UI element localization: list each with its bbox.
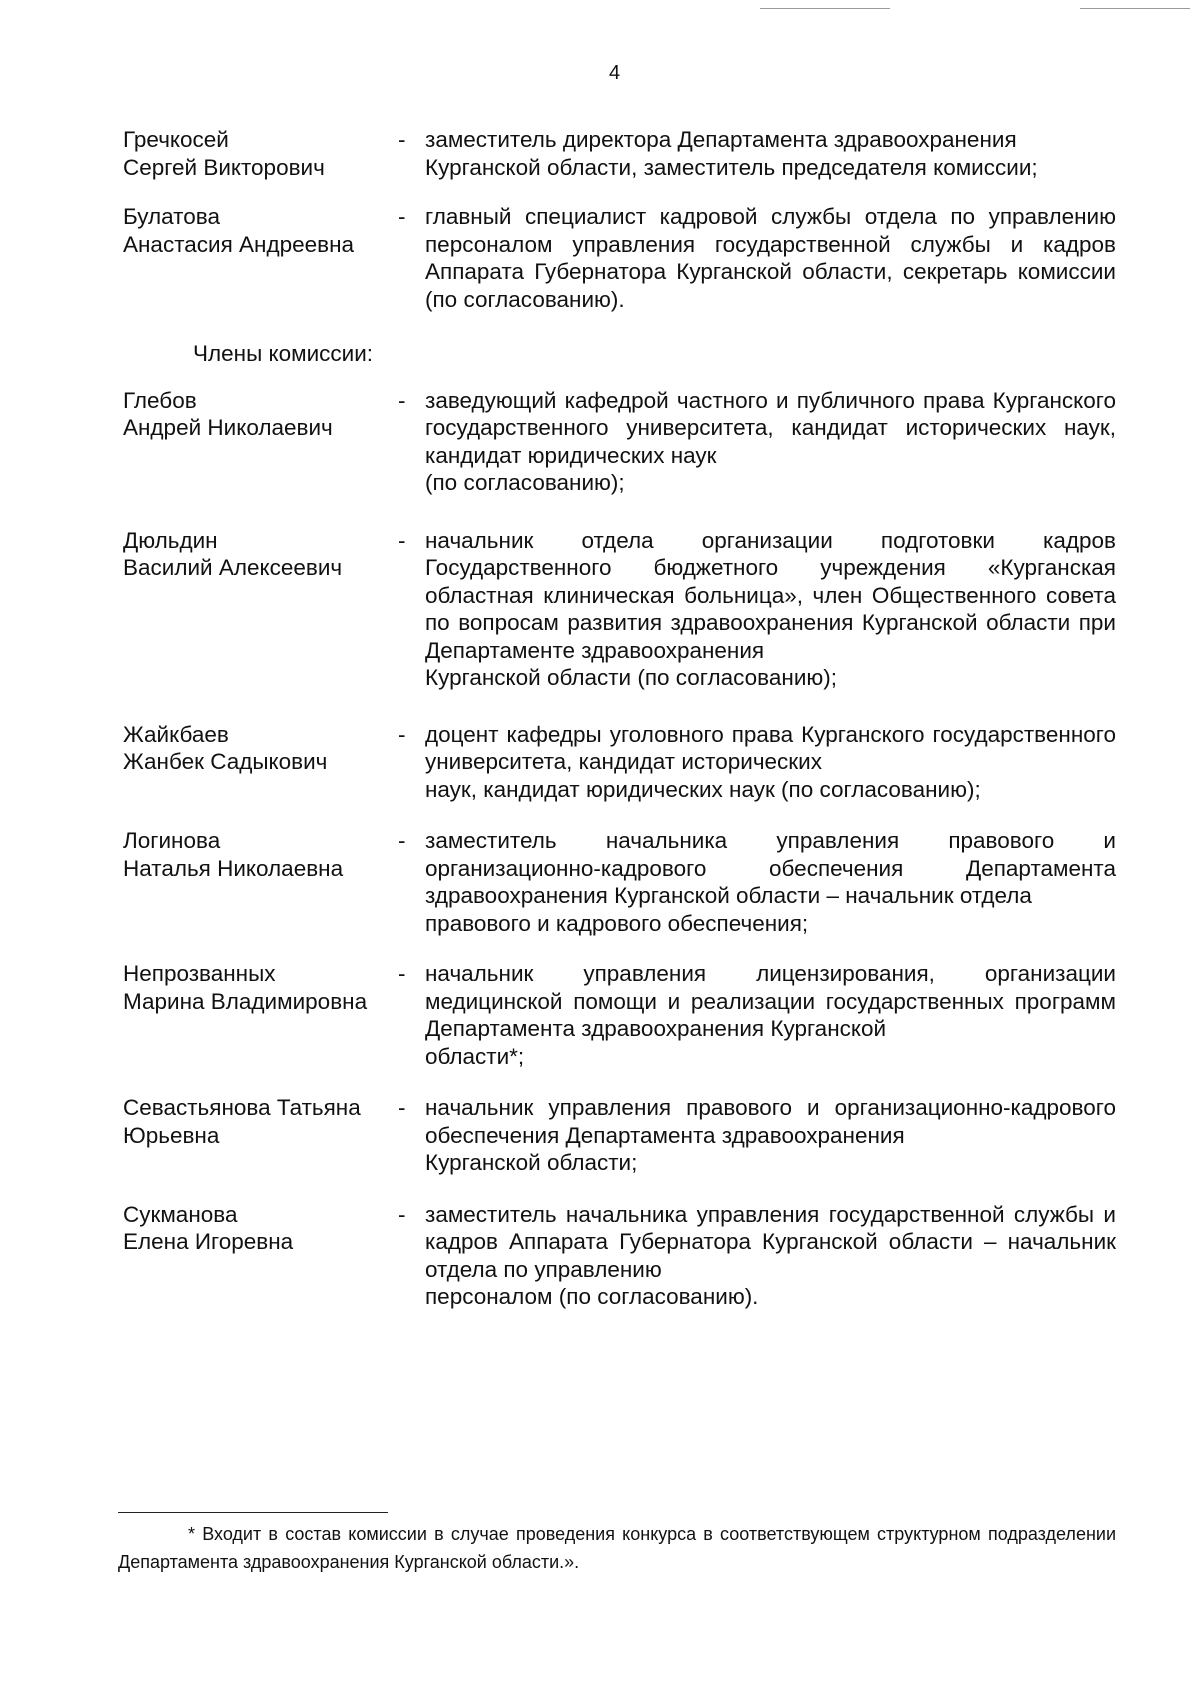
commission-entry — [123, 203, 1116, 313]
entry-dash: - — [398, 1201, 406, 1227]
member-role: заместитель директора Департамента здравоохранения Курганской области, заместитель председателя комиссии; — [425, 127, 1038, 180]
member-role: начальник управления правового и организационно-кадрового обеспечения Департамента здравоохранения Курганской области; — [425, 1095, 1116, 1175]
entry-dash: - — [398, 961, 406, 986]
member-surname: Логинова — [123, 828, 221, 853]
member-name — [123, 827, 398, 882]
commission-entry — [123, 960, 1116, 1070]
members-heading: Члены комиссии: — [193, 341, 374, 366]
commission-entry — [123, 1094, 1116, 1177]
member-role: начальник отдела организации подготовки кадров Государственного бюджетного учреждения «Курганская областная клиническая больница», член Общественного совета по вопросам развития здравоохранения Курганской области при Департаменте здравоохранения Курганской области (по согласованию); — [425, 527, 1116, 690]
member-surname: Непрозванных — [123, 961, 276, 986]
member-given-names: Андрей Николаевич — [123, 415, 333, 440]
commission-entry — [123, 387, 1116, 497]
entry-dash: - — [398, 527, 406, 553]
member-surname: Гречкосей — [123, 127, 229, 152]
page-number: 4 — [608, 62, 621, 84]
entry-dash: - — [398, 828, 406, 853]
member-given-names: Василий Алексеевич — [123, 555, 343, 580]
scan-edge-mark — [760, 8, 890, 9]
entry-dash: - — [398, 721, 406, 747]
member-name — [123, 203, 398, 258]
commission-list — [123, 126, 1116, 1335]
member-role: главный специалист кадровой службы отдела по управлению персоналом управления государственной службы и кадров Аппарата Губернатора Курганской области, секретарь комиссии (по согласованию). — [425, 204, 1116, 312]
entry-dash: - — [398, 1095, 406, 1120]
member-name — [123, 1201, 398, 1256]
scan-edge-mark — [1080, 8, 1190, 9]
commission-entry — [123, 827, 1116, 937]
member-role: заведующий кафедрой частного и публичного права Курганского государственного университета, кандидат исторических наук, кандидат юридических наук (по согласованию); — [425, 387, 1116, 495]
commission-entry — [123, 527, 1116, 692]
member-name — [123, 387, 398, 442]
member-given-names: Наталья Николаевна — [123, 855, 344, 881]
commission-entry — [123, 126, 1116, 181]
member-surname: Сукманова — [123, 1201, 238, 1227]
member-surname: Булатова — [123, 204, 220, 229]
member-given-names: Марина Владимировна — [123, 988, 368, 1014]
entry-dash: - — [398, 127, 406, 152]
member-given-names: Елена Игоревна — [123, 1229, 294, 1254]
member-given-names: Юрьевна — [123, 1122, 220, 1148]
member-surname: Дюльдин — [123, 527, 218, 553]
member-name — [123, 527, 398, 582]
member-role: начальник управления лицензирования, организации медицинской помощи и реализации государственных программ Департамента здравоохранения Курганской области*; — [425, 961, 1116, 1069]
member-name — [123, 960, 398, 1015]
member-surname: Жайкбаев — [123, 721, 229, 747]
member-surname: Севастьянова Татьяна — [123, 1095, 361, 1120]
commission-entry — [123, 1201, 1116, 1311]
member-name — [123, 721, 398, 776]
entry-dash: - — [398, 204, 406, 229]
member-given-names: Анастасия Андреевна — [123, 231, 355, 257]
footnote-separator — [118, 1512, 388, 1513]
member-given-names: Жанбек Садыкович — [123, 749, 328, 774]
member-surname: Глебов — [123, 387, 197, 413]
footnote: * Входит в состав комиссии в случае проведения конкурса в соответствующем структурном подразделении Департамента здравоохранения Курганской области.». — [118, 1524, 1116, 1572]
member-role: доцент кафедры уголовного права Курганского государственного университета, кандидат исторических наук, кандидат юридических наук (по согласованию); — [425, 721, 1116, 802]
entry-dash: - — [398, 387, 406, 413]
commission-entry — [123, 721, 1116, 804]
member-given-names: Сергей Викторович — [123, 154, 325, 180]
member-name — [123, 126, 398, 181]
member-name — [123, 1094, 398, 1149]
member-role: заместитель начальника управления государственной службы и кадров Аппарата Губернатора Курганской области – начальник отдела по управлению персоналом (по согласованию). — [425, 1201, 1116, 1309]
member-role: заместитель начальника управления правового и организационно-кадрового обеспечения Департамента здравоохранения Курганской области – начальник отдела правового и кадрового обеспечения; — [425, 828, 1116, 936]
